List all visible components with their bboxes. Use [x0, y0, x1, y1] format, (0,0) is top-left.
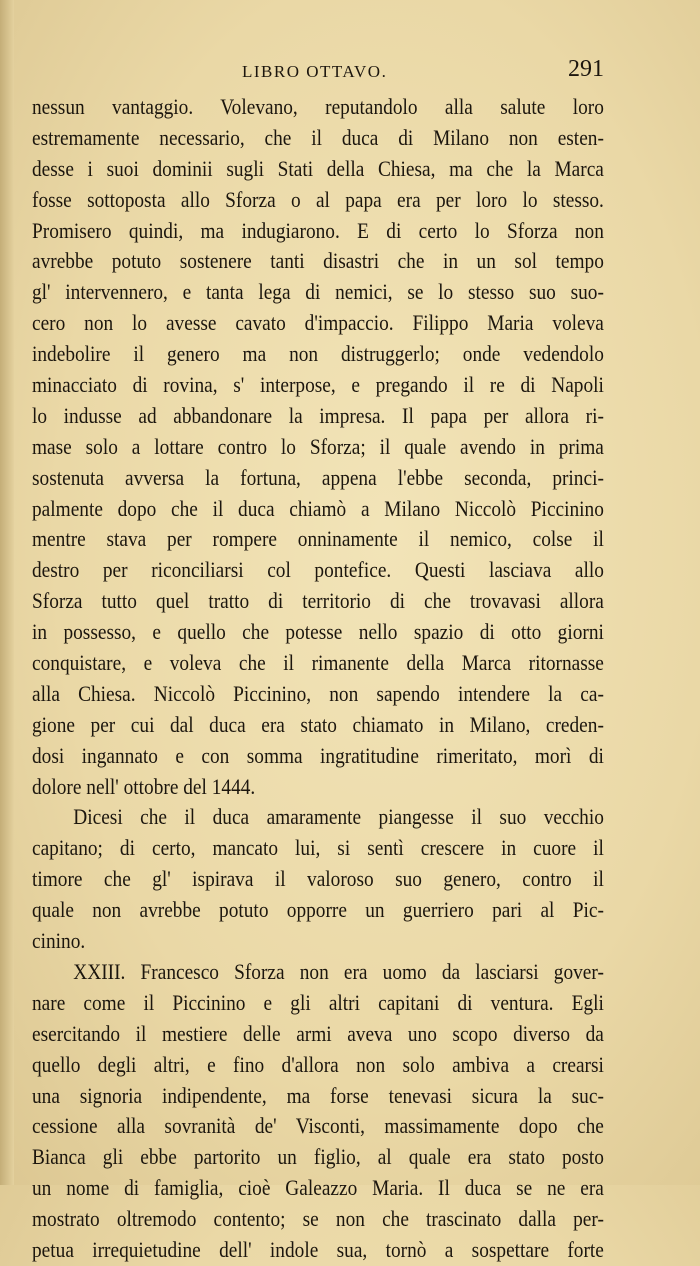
text-line: timore che gl' ispirava il valoroso suo genero, contro il — [32, 866, 604, 892]
text-line: indebolire il genero ma non distruggerlo; onde vedendolo — [32, 341, 604, 367]
text-line: dolore nell' ottobre del 1444. — [32, 773, 256, 799]
text-line: estremamente necessario, che il duca di Milano non esten- — [32, 124, 604, 150]
text-line: Sforza tutto quel tratto di territorio di che trovavasi allora — [32, 588, 604, 614]
text-line: una signoria indipendente, ma forse tenevasi sicura la suc- — [32, 1082, 604, 1108]
text-line: quale non avrebbe potuto opporre un guerriero pari al Pic- — [32, 897, 604, 923]
running-head — [32, 56, 604, 92]
text-line: alla Chiesa. Niccolò Piccinino, non sapendo intendere la ca- — [32, 680, 604, 706]
text-line: dosi ingannato e con somma ingratitudine rimeritato, morì di — [32, 742, 604, 768]
body-text — [32, 92, 604, 1266]
text-line: gione per cui dal duca era stato chiamato in Milano, creden- — [32, 711, 604, 737]
text-line: desse i suoi dominii sugli Stati della Chiesa, ma che la Marca — [32, 155, 604, 181]
text-line: mase solo a lottare contro lo Sforza; il quale avendo in prima — [32, 433, 604, 459]
book-spine-shadow — [0, 0, 14, 1185]
running-title: LIBRO OTTAVO. — [242, 62, 388, 81]
text-line: avrebbe potuto sostenere tanti disastri che in un sol tempo — [32, 248, 604, 274]
text-line: mentre stava per rompere onninamente il nemico, colse il — [32, 526, 604, 552]
page-number: 291 — [568, 56, 604, 82]
text-line: esercitando il mestiere delle armi aveva uno scopo diverso da — [32, 1020, 604, 1046]
text-line: sostenuta avversa la fortuna, appena l'ebbe seconda, princi- — [32, 464, 604, 490]
text-line: petua irrequietudine dell' indole sua, tornò a sospettare forte — [32, 1236, 604, 1262]
text-line: lo indusse ad abbandonare la impresa. Il papa per allora ri- — [32, 402, 604, 428]
text-line: mostrato oltremodo contento; se non che trascinato dalla per- — [32, 1206, 604, 1232]
text-line: in possesso, e quello che potesse nello spazio di otto giorni — [32, 619, 604, 645]
text-line: conquistare, e voleva che il rimanente della Marca ritornasse — [32, 650, 604, 676]
text-line: gl' intervennero, e tanta lega di nemici, se lo stesso suo suo- — [32, 279, 604, 305]
text-line: Promisero quindi, ma indugiarono. E di certo lo Sforza non — [32, 217, 604, 243]
text-line: minacciato di rovina, s' interpose, e pregando il re di Napoli — [32, 372, 604, 398]
text-line: un nome di famiglia, cioè Galeazzo Maria. Il duca se ne era — [32, 1175, 604, 1201]
text-line: capitano; di certo, mancato lui, si sentì crescere in cuore il — [32, 835, 604, 861]
book-page — [32, 56, 604, 1266]
text-line: cero non lo avesse cavato d'impaccio. Filippo Maria voleva — [32, 310, 604, 336]
text-line: nessun vantaggio. Volevano, reputandolo alla salute loro — [32, 94, 604, 119]
text-line: destro per riconciliarsi col pontefice. Questi lasciava allo — [32, 557, 604, 583]
text-line: quello degli altri, e fino d'allora non solo ambiva a crearsi — [32, 1051, 604, 1077]
text-line: XXIII. Francesco Sforza non era uomo da lasciarsi gover- — [73, 958, 604, 984]
text-line: fosse sottoposta allo Sforza o al papa era per loro lo stesso. — [32, 186, 604, 212]
text-line: nare come il Piccinino e gli altri capitani di ventura. Egli — [32, 989, 604, 1015]
text-line: Dicesi che il duca amaramente piangesse il suo vecchio — [73, 804, 604, 830]
text-line: cinino. — [32, 928, 86, 954]
text-line: cessione alla sovranità de' Visconti, massimamente dopo che — [32, 1113, 604, 1139]
text-line: palmente dopo che il duca chiamò a Milano Niccolò Piccinino — [32, 495, 604, 521]
text-line: Bianca gli ebbe partorito un figlio, al quale era stato posto — [32, 1144, 604, 1170]
